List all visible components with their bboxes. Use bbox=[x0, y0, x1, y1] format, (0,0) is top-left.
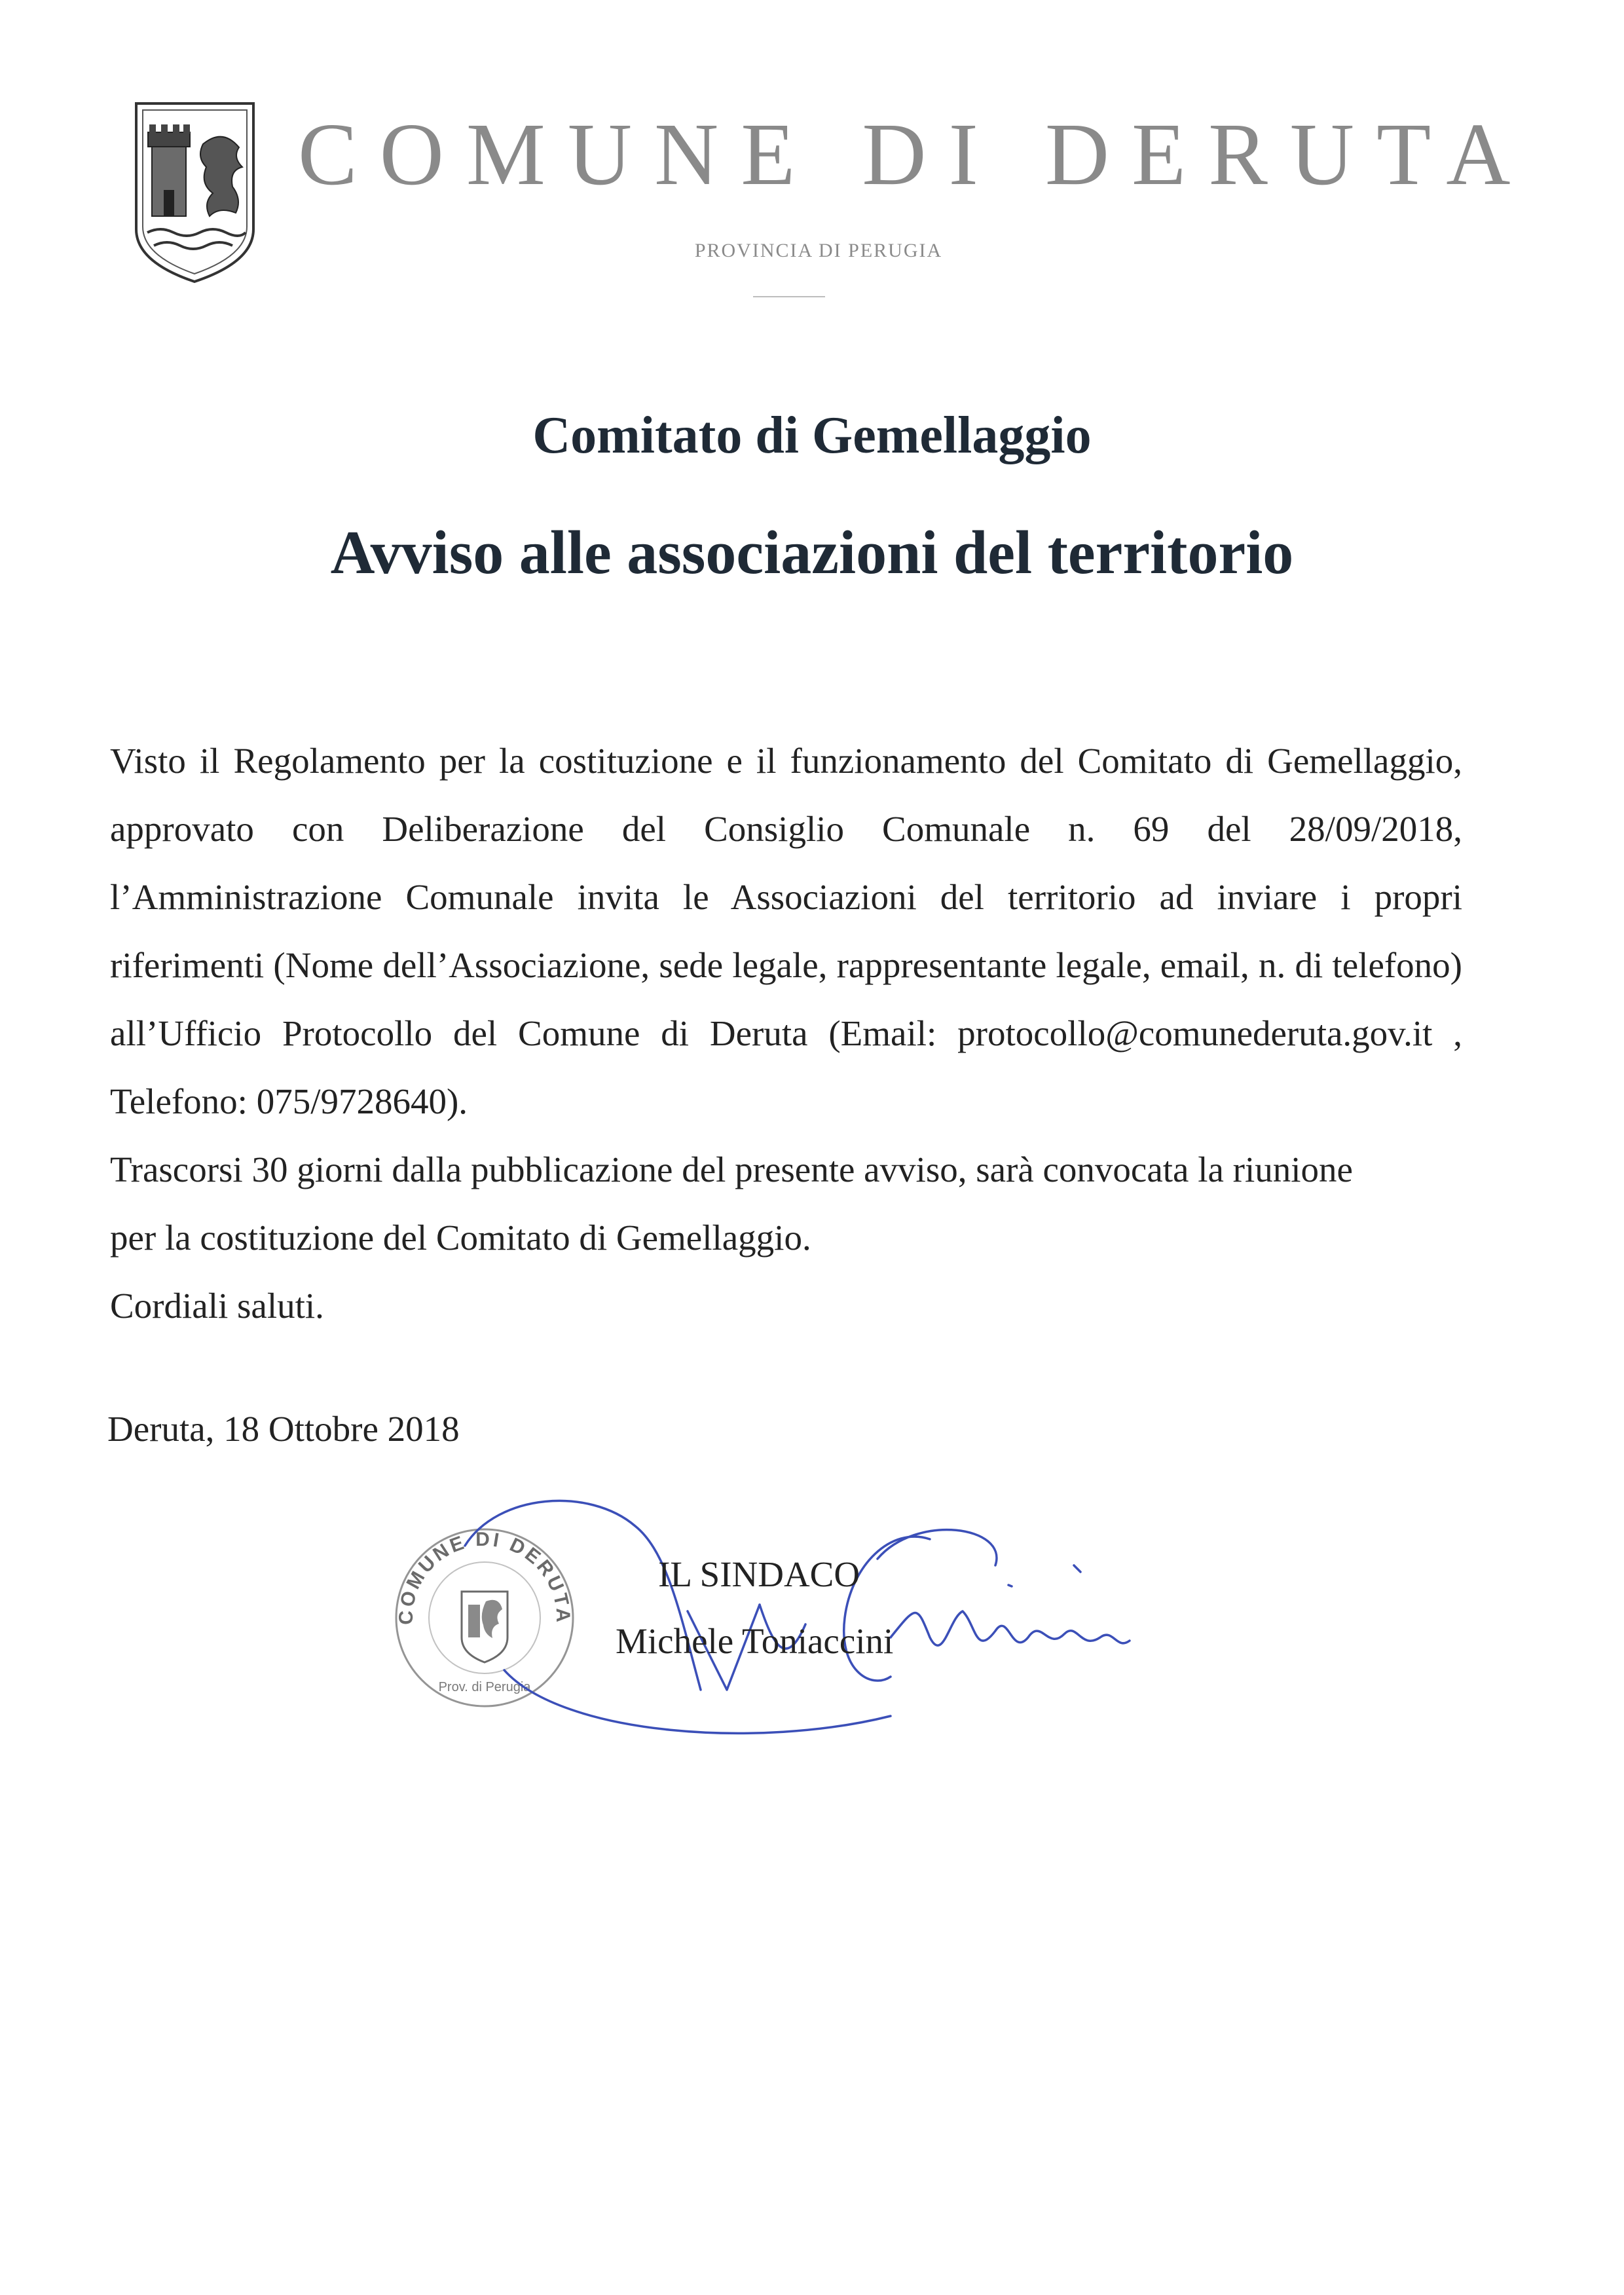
stamp-text-bottom: Prov. di Perugia bbox=[438, 1680, 531, 1694]
closing-line: Cordiali saluti. bbox=[110, 1286, 324, 1326]
body-paragraph-line: per la costituzione del Comitato di Gemellaggio. bbox=[110, 1218, 811, 1258]
handwritten-signature bbox=[419, 1474, 1185, 1762]
letterhead-divider bbox=[753, 296, 825, 297]
signatory-name: Michele Toniaccini bbox=[616, 1621, 894, 1661]
date-line: Deruta, 18 Ottobre 2018 bbox=[107, 1409, 460, 1449]
letterhead-subtitle: PROVINCIA DI PERUGIA bbox=[694, 240, 943, 261]
letterhead-title: COMUNE DI DERUTA bbox=[298, 105, 1533, 204]
document-heading: Comitato di Gemellaggio bbox=[532, 407, 1092, 464]
signatory-title: IL SINDACO bbox=[658, 1554, 860, 1594]
stamp-text-top: COMUNE DI DERUTA bbox=[395, 1528, 574, 1626]
body-paragraph-line: Trascorsi 30 giorni dalla pubblicazione del presente avviso, sarà convocata la riunione bbox=[110, 1149, 1353, 1189]
municipal-crest-icon bbox=[131, 98, 259, 285]
document-title: Avviso alle associazioni del territorio bbox=[330, 519, 1294, 587]
body-paragraph: Visto il Regolamento per la costituzione e il funzionamento del Comitato di Gemellaggio, approvato con Deliberazione del Consiglio Comunale n. 69 del 28/09/2018, l’Amministrazione Comunale invita le Associazioni del territorio ad inviare i propri riferimenti (Nome dell’Associazione, sede legale, rappresentante legale, email, n. di telefono) all’Ufficio Protocollo del Comune di Deruta (Email: protocollo@comunederuta.gov.it , Telefono: 075/9728640). bbox=[110, 741, 1462, 1121]
document-body bbox=[110, 727, 1462, 1340]
